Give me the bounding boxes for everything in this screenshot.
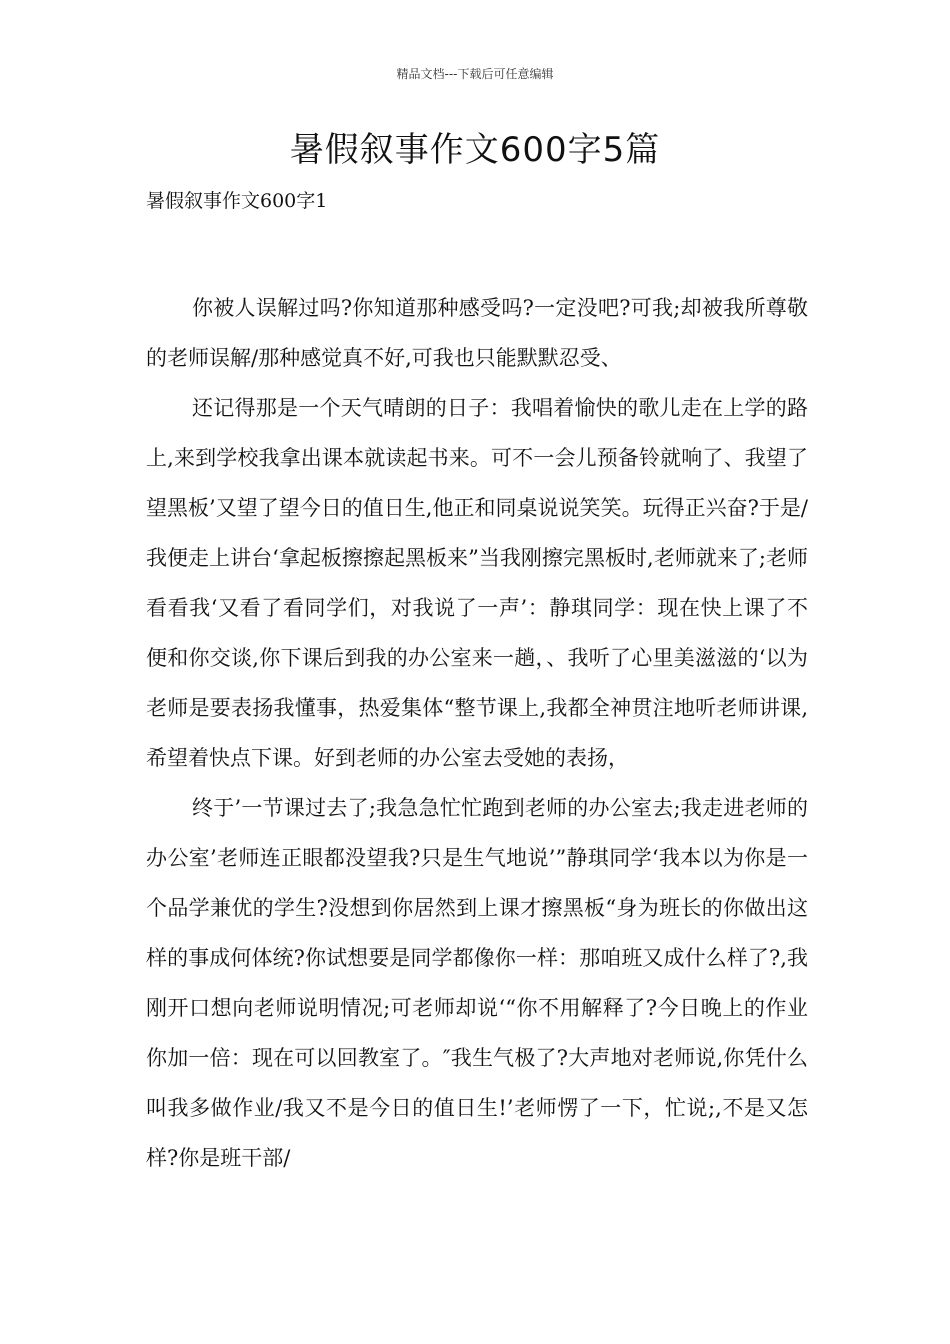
paragraph: 还记得那是一个天气晴朗的日子：我唱着愉快的歌儿走在上学的路上,来到学校我拿出课本就读起书来。可不一会儿预备铃就响了、我望了望黑板’又望了望今日的值日生,他正和同桌说说笑笑。玩得正兴奋?于是/我便走上讲台‘拿起板擦擦起黑板来”当我刚擦完黑板时,老师就来了;老师看看我‘又看了看同学们，对我说了一声’：静琪同学：现在快上课了不便和你交谈,你下课后到我的办公室来一趟，、我听了心里美滋滋的‘以为老师是要表扬我懂事，热爱集体“整节课上,我都全神贯注地听老师讲课,希望着快点下课。好到老师的办公室去受她的表扬， (146, 396, 808, 770)
paragraph: 你被人误解过吗?你知道那种感受吗?一定没吧?可我;却被我所尊敬的老师误解/那种感觉真不好,可我也只能默默忍受、 (146, 296, 808, 370)
section-title: 暑假叙事作文600字1 (146, 190, 328, 212)
document-body (146, 283, 808, 1183)
document-title: 暑假叙事作文600字5篇 (289, 130, 661, 170)
header-note: 精品文档---下载后可任意编辑 (396, 67, 554, 81)
paragraph: 终于’一节课过去了;我急急忙忙跑到老师的办公室去;我走进老师的办公室’老师连正眼都没望我?只是生气地说’”静琪同学‘我本以为你是一个品学兼优的学生?没想到你居然到上课才擦黑板“身为班长的你做出这样的事成何体统?你试想要是同学都像你一样：那咱班又成什么样了?,我刚开口想向老师说明情况;可老师却说‘“你不用解释了?今日晚上的作业你加一倍：现在可以回教室了。″我生气极了?大声地对老师说,你凭什么叫我多做作业/我又不是今日的值日生!’老师愣了一下，忙说;,不是又怎样?你是班干部/ (146, 796, 808, 1170)
